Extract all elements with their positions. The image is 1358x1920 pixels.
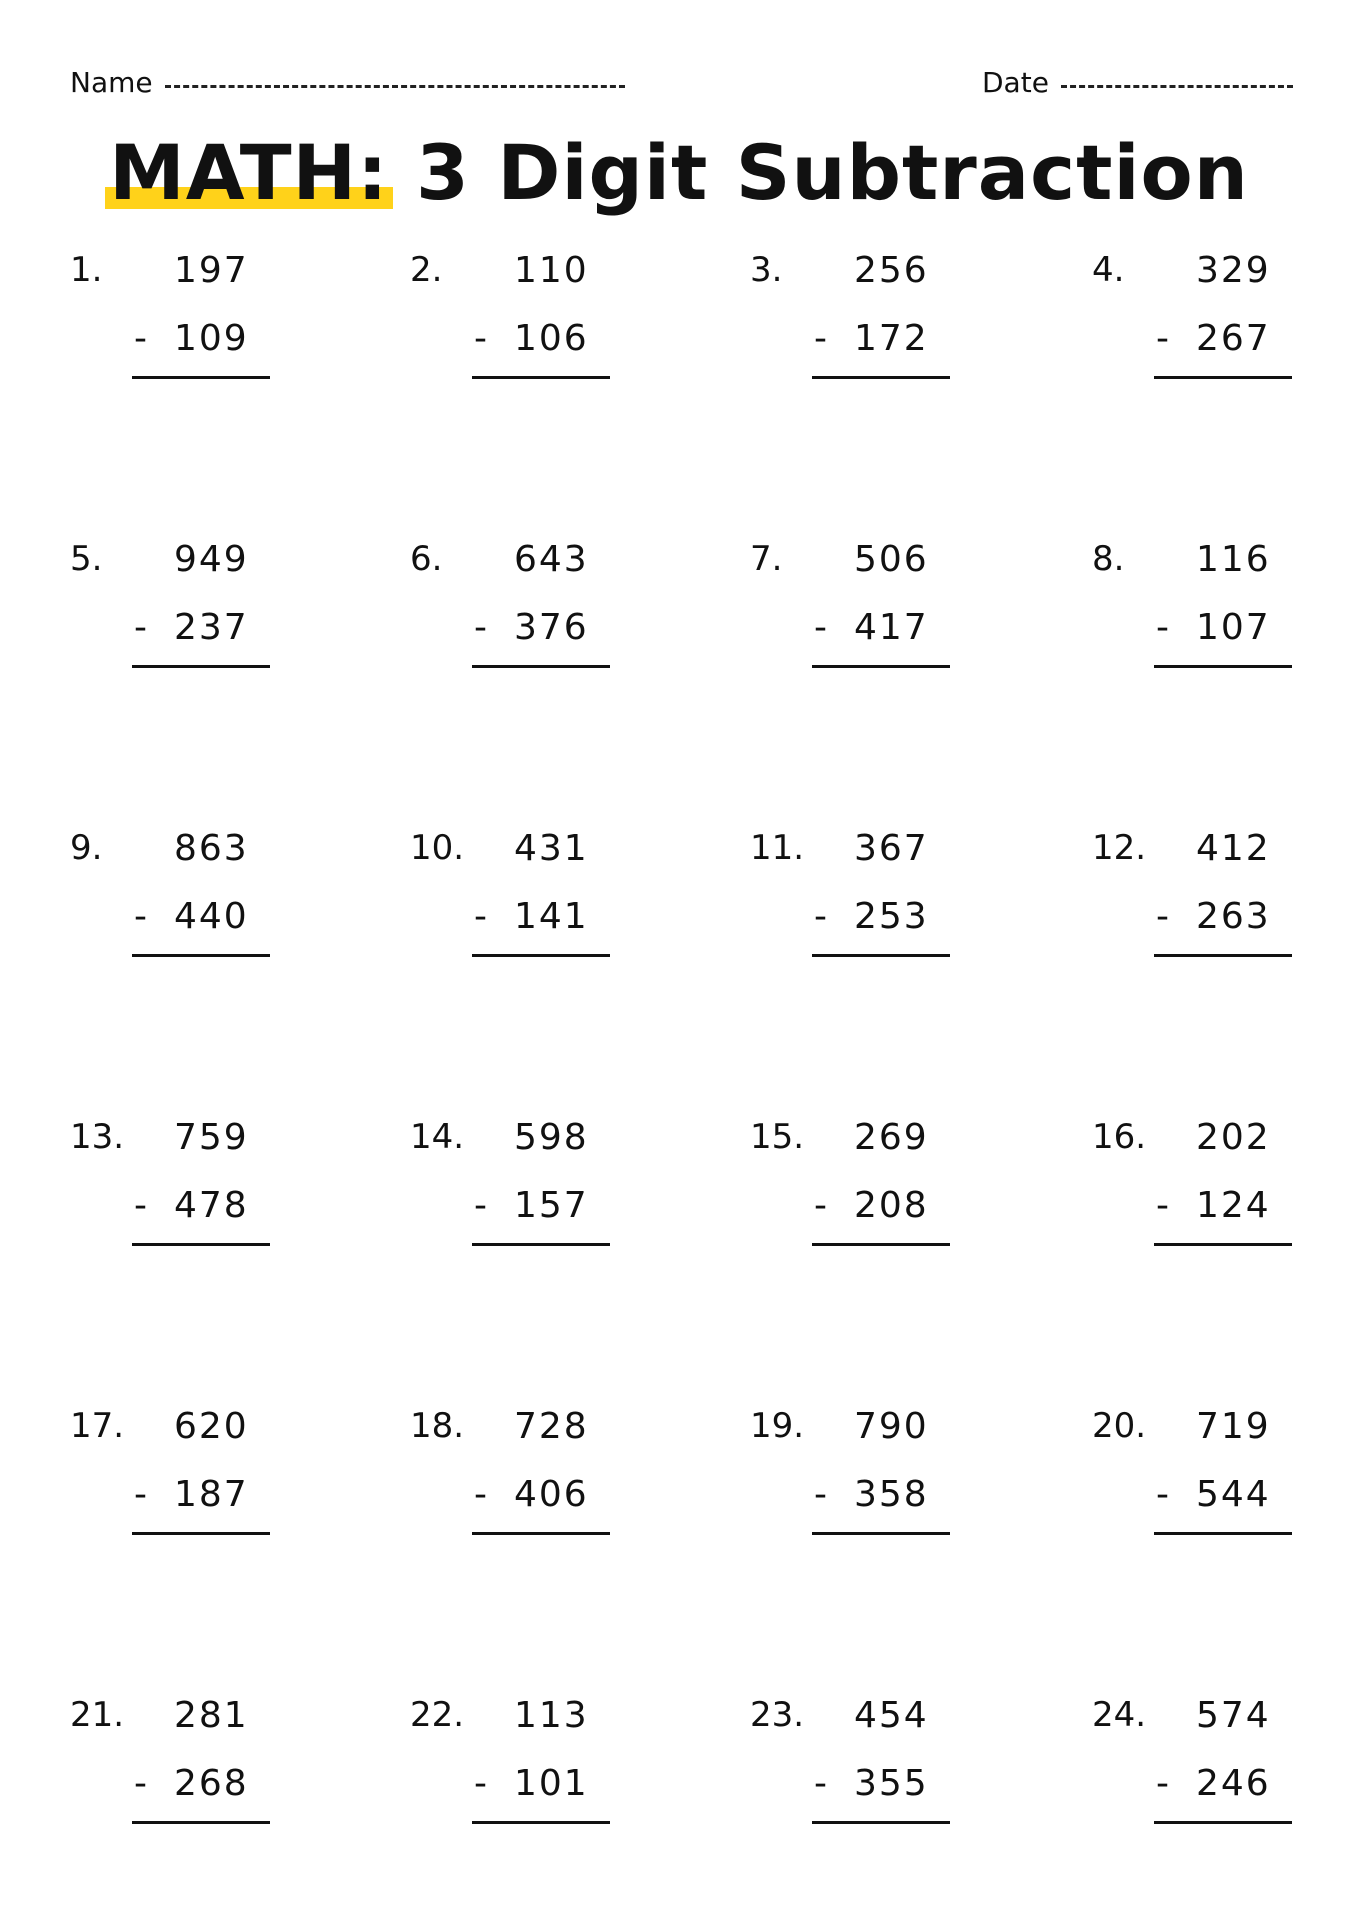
problem-number: 10.	[410, 828, 465, 868]
subtrahend: 417	[854, 607, 929, 648]
minus-sign: -	[1156, 607, 1169, 648]
minuend: 367	[854, 828, 929, 869]
answer-line[interactable]	[472, 1243, 610, 1246]
answer-line[interactable]	[812, 1243, 950, 1246]
subtraction-problem	[750, 828, 950, 978]
subtraction-problem	[1092, 1695, 1292, 1845]
subtraction-problem	[750, 250, 950, 400]
answer-line[interactable]	[132, 1821, 270, 1824]
minus-sign: -	[134, 1763, 147, 1804]
name-blank-line[interactable]	[165, 85, 625, 88]
subtraction-problem	[410, 250, 610, 400]
minuend: 256	[854, 250, 929, 291]
subtraction-problem	[1092, 1117, 1292, 1267]
problem-number: 4.	[1092, 250, 1125, 290]
problem-number: 11.	[750, 828, 805, 868]
subtraction-problem	[70, 828, 270, 978]
subtraction-problem	[70, 250, 270, 400]
problem-number: 12.	[1092, 828, 1147, 868]
answer-line[interactable]	[812, 954, 950, 957]
subtrahend: 237	[174, 607, 249, 648]
minus-sign: -	[134, 318, 147, 359]
subtrahend: 246	[1196, 1763, 1271, 1804]
problem-number: 15.	[750, 1117, 805, 1157]
problem-number: 1.	[70, 250, 103, 290]
answer-line[interactable]	[472, 665, 610, 668]
subtrahend: 124	[1196, 1185, 1271, 1226]
minus-sign: -	[474, 896, 487, 937]
subtraction-problem	[750, 1695, 950, 1845]
minuend: 329	[1196, 250, 1271, 291]
answer-line[interactable]	[472, 1821, 610, 1824]
subtrahend: 358	[854, 1474, 929, 1515]
problem-number: 9.	[70, 828, 103, 868]
name-field[interactable]	[70, 66, 625, 99]
minuend: 863	[174, 828, 249, 869]
problem-number: 6.	[410, 539, 443, 579]
subtraction-problem	[750, 1406, 950, 1556]
answer-line[interactable]	[812, 665, 950, 668]
subtrahend: 253	[854, 896, 929, 937]
subtrahend: 355	[854, 1763, 929, 1804]
subtrahend: 141	[514, 896, 589, 937]
answer-line[interactable]	[472, 1532, 610, 1535]
subtrahend: 101	[514, 1763, 589, 1804]
minus-sign: -	[814, 1474, 827, 1515]
subtraction-problem	[750, 539, 950, 689]
title-highlight: MATH:	[109, 128, 389, 217]
answer-line[interactable]	[132, 954, 270, 957]
minus-sign: -	[134, 1474, 147, 1515]
problem-number: 23.	[750, 1695, 805, 1735]
minuend: 116	[1196, 539, 1271, 580]
answer-line[interactable]	[1154, 376, 1292, 379]
problem-number: 5.	[70, 539, 103, 579]
minuend: 620	[174, 1406, 249, 1447]
problem-number: 7.	[750, 539, 783, 579]
subtrahend: 440	[174, 896, 249, 937]
answer-line[interactable]	[1154, 1821, 1292, 1824]
subtrahend: 157	[514, 1185, 589, 1226]
minus-sign: -	[134, 896, 147, 937]
minus-sign: -	[474, 607, 487, 648]
minuend: 949	[174, 539, 249, 580]
minus-sign: -	[134, 1185, 147, 1226]
subtrahend: 406	[514, 1474, 589, 1515]
page-title	[0, 128, 1358, 217]
minuend: 269	[854, 1117, 929, 1158]
minus-sign: -	[1156, 1763, 1169, 1804]
subtraction-problem	[1092, 250, 1292, 400]
minuend: 110	[514, 250, 589, 291]
minuend: 643	[514, 539, 589, 580]
answer-line[interactable]	[812, 1821, 950, 1824]
problem-number: 18.	[410, 1406, 465, 1446]
minuend: 506	[854, 539, 929, 580]
date-blank-line[interactable]	[1061, 85, 1293, 88]
answer-line[interactable]	[132, 665, 270, 668]
title-text: 3 Digit Subtraction	[416, 128, 1249, 217]
minus-sign: -	[474, 1763, 487, 1804]
problem-number: 19.	[750, 1406, 805, 1446]
answer-line[interactable]	[132, 1243, 270, 1246]
problem-number: 3.	[750, 250, 783, 290]
answer-line[interactable]	[812, 1532, 950, 1535]
minuend: 759	[174, 1117, 249, 1158]
subtraction-problem	[70, 539, 270, 689]
minuend: 574	[1196, 1695, 1271, 1736]
minuend: 598	[514, 1117, 589, 1158]
subtraction-problem	[70, 1695, 270, 1845]
minus-sign: -	[814, 1185, 827, 1226]
subtraction-problem	[410, 828, 610, 978]
problem-number: 21.	[70, 1695, 125, 1735]
subtrahend: 268	[174, 1763, 249, 1804]
subtrahend: 208	[854, 1185, 929, 1226]
problem-number: 24.	[1092, 1695, 1147, 1735]
problem-number: 17.	[70, 1406, 125, 1446]
problem-number: 16.	[1092, 1117, 1147, 1157]
minus-sign: -	[1156, 1185, 1169, 1226]
minuend: 113	[514, 1695, 589, 1736]
subtraction-problem	[750, 1117, 950, 1267]
minus-sign: -	[474, 1185, 487, 1226]
minus-sign: -	[814, 1763, 827, 1804]
problem-number: 13.	[70, 1117, 125, 1157]
minuend: 202	[1196, 1117, 1271, 1158]
subtrahend: 187	[174, 1474, 249, 1515]
problem-number: 8.	[1092, 539, 1125, 579]
subtrahend: 172	[854, 318, 929, 359]
minuend: 728	[514, 1406, 589, 1447]
subtrahend: 107	[1196, 607, 1271, 648]
problem-number: 14.	[410, 1117, 465, 1157]
subtrahend: 106	[514, 318, 589, 359]
date-label: Date	[982, 66, 1049, 99]
name-label: Name	[70, 66, 153, 99]
subtraction-problem	[1092, 539, 1292, 689]
answer-line[interactable]	[812, 376, 950, 379]
subtraction-problem	[410, 1117, 610, 1267]
minus-sign: -	[134, 607, 147, 648]
minuend: 412	[1196, 828, 1271, 869]
minuend: 790	[854, 1406, 929, 1447]
minus-sign: -	[1156, 1474, 1169, 1515]
minus-sign: -	[814, 896, 827, 937]
answer-line[interactable]	[1154, 1243, 1292, 1246]
subtraction-problem	[410, 1406, 610, 1556]
subtrahend: 267	[1196, 318, 1271, 359]
subtraction-problem	[70, 1117, 270, 1267]
minus-sign: -	[1156, 318, 1169, 359]
subtraction-problem	[70, 1406, 270, 1556]
minuend: 454	[854, 1695, 929, 1736]
subtrahend: 376	[514, 607, 589, 648]
subtrahend: 478	[174, 1185, 249, 1226]
problem-number: 2.	[410, 250, 443, 290]
minuend: 281	[174, 1695, 249, 1736]
subtraction-problem	[1092, 1406, 1292, 1556]
minus-sign: -	[474, 318, 487, 359]
minuend: 431	[514, 828, 589, 869]
minuend: 197	[174, 250, 249, 291]
subtrahend: 263	[1196, 896, 1271, 937]
subtraction-problem	[410, 1695, 610, 1845]
minus-sign: -	[474, 1474, 487, 1515]
minuend: 719	[1196, 1406, 1271, 1447]
date-field[interactable]	[982, 66, 1293, 99]
answer-line[interactable]	[132, 1532, 270, 1535]
minus-sign: -	[814, 607, 827, 648]
minus-sign: -	[814, 318, 827, 359]
problem-number: 20.	[1092, 1406, 1147, 1446]
answer-line[interactable]	[1154, 1532, 1292, 1535]
answer-line[interactable]	[132, 376, 270, 379]
problem-number: 22.	[410, 1695, 465, 1735]
subtrahend: 109	[174, 318, 249, 359]
minus-sign: -	[1156, 896, 1169, 937]
answer-line[interactable]	[472, 954, 610, 957]
subtraction-problem	[410, 539, 610, 689]
answer-line[interactable]	[1154, 954, 1292, 957]
subtrahend: 544	[1196, 1474, 1271, 1515]
answer-line[interactable]	[472, 376, 610, 379]
answer-line[interactable]	[1154, 665, 1292, 668]
subtraction-problem	[1092, 828, 1292, 978]
